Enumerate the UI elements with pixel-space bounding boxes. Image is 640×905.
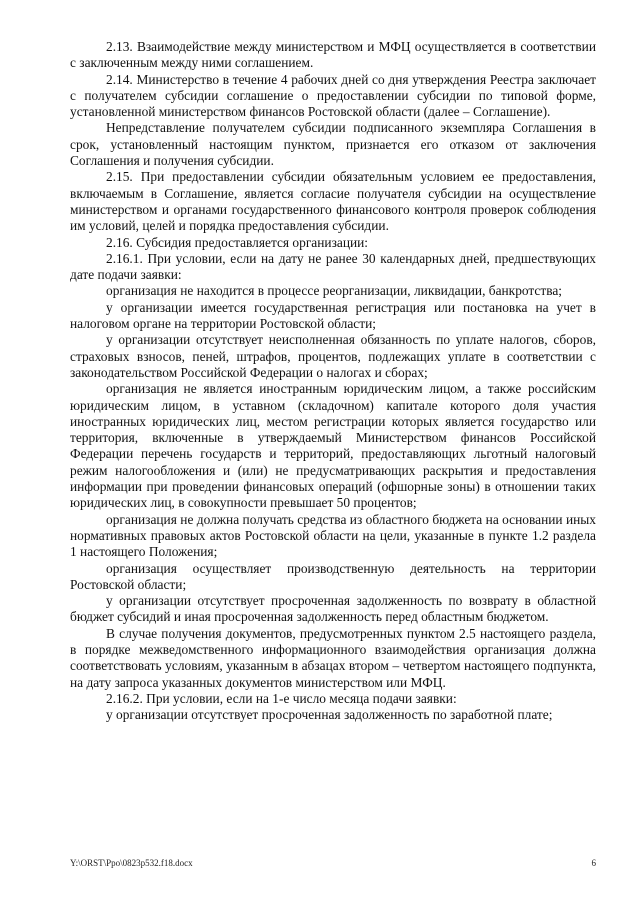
paragraph: организация не является иностранным юридическим лицом, а также российским юридическим лицом, в уставном (складочном) капитале которого доля участия иностранных юридических лиц, местом регистрации которых является государство или территория, включенные в утверждаемый Министерством финансов Российской Федерации перечень государств и территорий, предоставляющих льготный налоговый режим налогообложения и (или) не предусматривающих раскрытия и предоставления информации при проведении финансовых операций (офшорные зоны) в отношении таких юридических лиц, в совокупности превышает 50 процентов; [70,381,596,511]
paragraph: у организации отсутствует неисполненная обязанность по уплате налогов, сборов, страховых взносов, пеней, штрафов, процентов, подлежащих уплате в соответствии с законодательством Российской Федерации о налогах и сборах; [70,332,596,380]
document-body [70,39,596,723]
paragraph: 2.16. Субсидия предоставляется организации: [106,234,369,250]
paragraph: 2.13. Взаимодействие между министерством и МФЦ осуществляется в соответствии с заключенным между ними соглашением. [70,39,596,71]
paragraph: 2.15. При предоставлении субсидии обязательным условием ее предоставления, включаемым в Соглашение, является согласие получателя субсидии на осуществление министерством и органами государственного финансового контроля проверок соблюдения им условий, целей и порядка предоставления субсидии. [70,169,596,234]
paragraph: у организации имеется государственная регистрация или постановка на учет в налоговом органе на территории Ростовской области; [70,299,596,332]
paragraph: 2.14. Министерство в течение 4 рабочих дней со дня утверждения Реестра заключает с получателем субсидии соглашение о предоставлении субсидии по типовой форме, установленной министерством финансов Ростовской области (далее – Соглашение). [70,71,596,120]
paragraph: 2.16.1. При условии, если на дату не ранее 30 календарных дней, предшествующих дате подачи заявки: [70,250,596,283]
file-path: Y:\ORST\Ppo\0823p532.f18.docx [70,858,193,868]
paragraph: у организации отсутствует просроченная задолженность по возврату в областной бюджет субсидий и иная просроченная задолженность перед областным бюджетом. [70,593,596,625]
paragraph: у организации отсутствует просроченная задолженность по заработной плате; [106,707,553,723]
paragraph: В случае получения документов, предусмотренных пунктом 2.5 настоящего раздела, в порядке межведомственного информационного взаимодействия организация должна соответствовать условиям, указанным в абзацах втором – четвертом настоящего подпункта, на дату запроса указанных документов министерством или МФЦ. [70,625,596,690]
paragraph: Непредставление получателем субсидии подписанного экземпляра Соглашения в срок, установленный настоящим пунктом, признается его отказом от заключения Соглашения и получения субсидии. [70,120,596,169]
paragraph: 2.16.2. При условии, если на 1-е число месяца подачи заявки: [106,690,457,706]
paragraph: организация осуществляет производственную деятельность на территории Ростовской области; [70,560,596,592]
paragraph: организация не должна получать средства из областного бюджета на основании иных нормативных правовых актов Ростовской области на цели, указанные в пункте 1.2 раздела 1 настоящего Положения; [70,511,596,560]
page-number: 6 [591,858,596,868]
paragraph: организация не находится в процессе реорганизации, ликвидации, банкротства; [106,283,563,299]
